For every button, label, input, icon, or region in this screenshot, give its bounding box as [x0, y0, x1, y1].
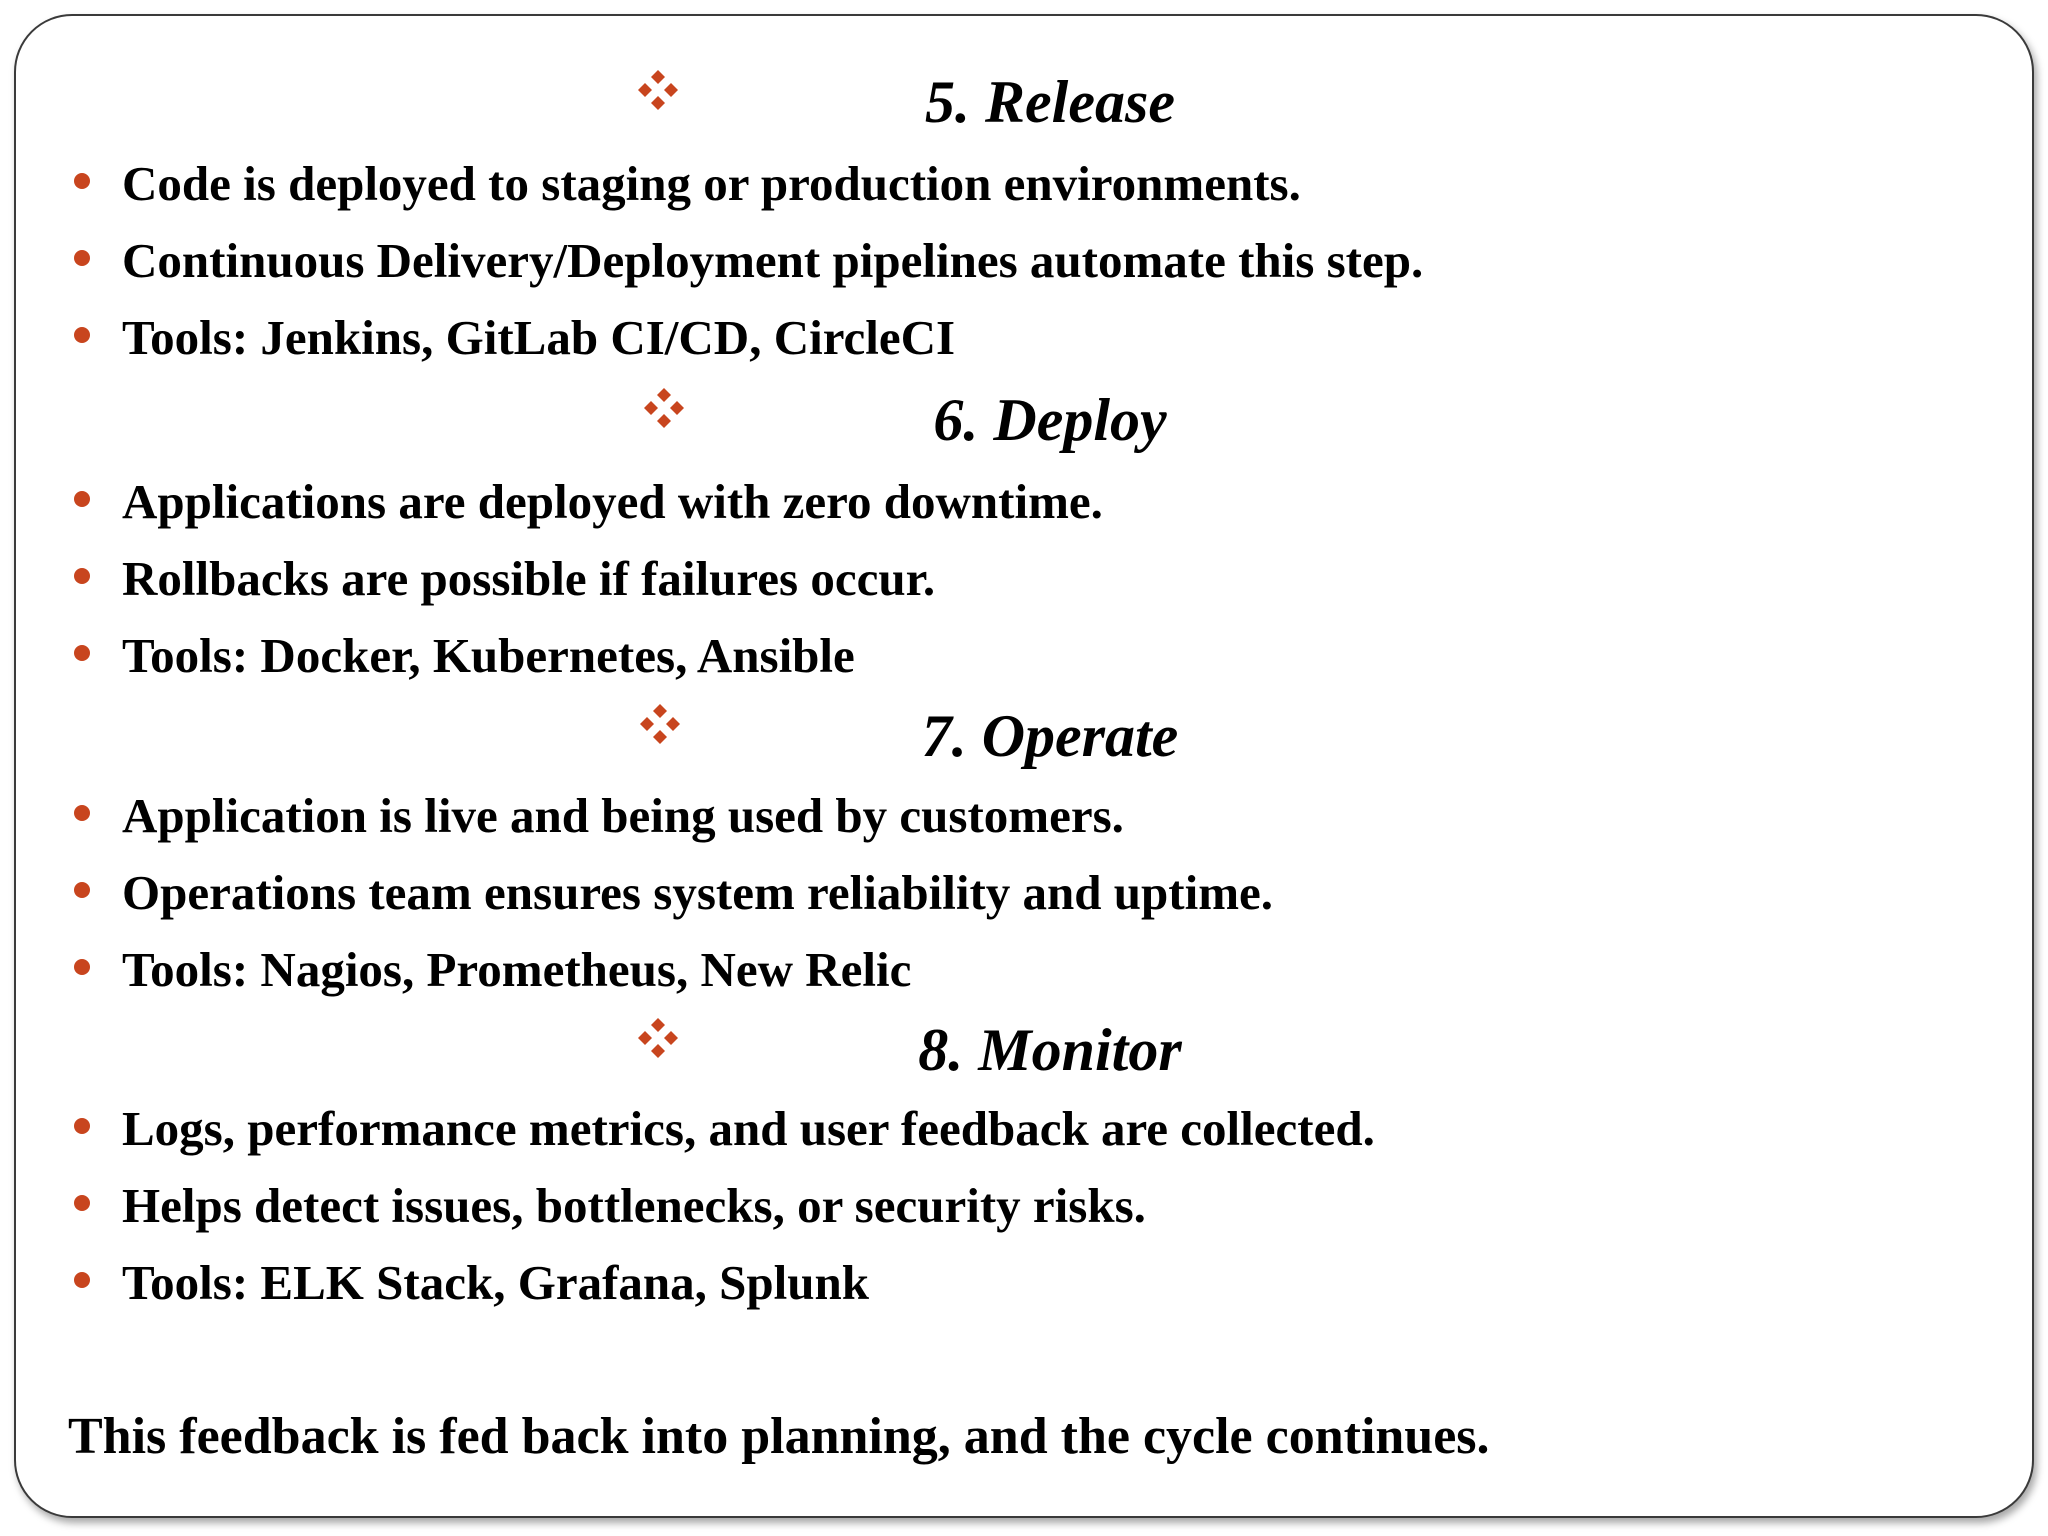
list-item	[0, 305, 2048, 375]
list-item-text: Tools: Nagios, Prometheus, New Relic	[122, 942, 912, 997]
list-item	[0, 546, 2048, 616]
list-item	[0, 623, 2048, 693]
bullet-dot-icon	[74, 491, 90, 507]
list-item-text: Rollbacks are possible if failures occur.	[122, 551, 936, 606]
section-title: 5. Release	[925, 69, 1175, 135]
list-item	[0, 783, 2048, 853]
diamond-bullet-icon	[636, 68, 680, 112]
list-item-text: Helps detect issues, bottlenecks, or security risks.	[122, 1178, 1146, 1233]
section-heading-release	[0, 56, 2048, 146]
section-heading-deploy	[0, 374, 2048, 464]
bullet-dot-icon	[74, 882, 90, 898]
footer-summary: This feedback is fed back into planning, and the cycle continues.	[68, 1408, 1490, 1465]
diamond-bullet-icon	[638, 702, 682, 746]
list-item	[0, 151, 2048, 221]
list-item-text: Logs, performance metrics, and user feedback are collected.	[122, 1101, 1375, 1156]
section-title: 8. Monitor	[918, 1017, 1182, 1083]
diamond-bullet-icon	[636, 1016, 680, 1060]
bullet-dot-icon	[74, 959, 90, 975]
list-item-text: Tools: ELK Stack, Grafana, Splunk	[122, 1255, 870, 1310]
list-item-text: Tools: Jenkins, GitLab CI/CD, CircleCI	[122, 310, 956, 365]
bullet-dot-icon	[74, 1195, 90, 1211]
list-item-text: Code is deployed to staging or production environments.	[122, 156, 1301, 211]
list-item	[0, 1096, 2048, 1166]
list-item-text: Application is live and being used by customers.	[122, 788, 1124, 843]
bullet-dot-icon	[74, 568, 90, 584]
bullet-dot-icon	[74, 173, 90, 189]
list-item-text: Operations team ensures system reliability and uptime.	[122, 865, 1274, 920]
list-item	[0, 228, 2048, 298]
list-item	[0, 860, 2048, 930]
list-item	[0, 1250, 2048, 1320]
bullet-dot-icon	[74, 1118, 90, 1134]
bullet-dot-icon	[74, 1272, 90, 1288]
list-item	[0, 937, 2048, 1007]
section-title: 7. Operate	[921, 703, 1179, 769]
bullet-dot-icon	[74, 327, 90, 343]
diamond-bullet-icon	[642, 386, 686, 430]
bullet-dot-icon	[74, 250, 90, 266]
section-heading-operate	[0, 690, 2048, 780]
section-title: 6. Deploy	[933, 387, 1167, 453]
section-heading-monitor	[0, 1004, 2048, 1094]
bullet-dot-icon	[74, 645, 90, 661]
bullet-dot-icon	[74, 805, 90, 821]
list-item	[0, 1173, 2048, 1243]
list-item	[0, 469, 2048, 539]
list-item-text: Continuous Delivery/Deployment pipelines automate this step.	[122, 233, 1424, 288]
list-item-text: Applications are deployed with zero downtime.	[122, 474, 1103, 529]
list-item-text: Tools: Docker, Kubernetes, Ansible	[122, 628, 855, 683]
